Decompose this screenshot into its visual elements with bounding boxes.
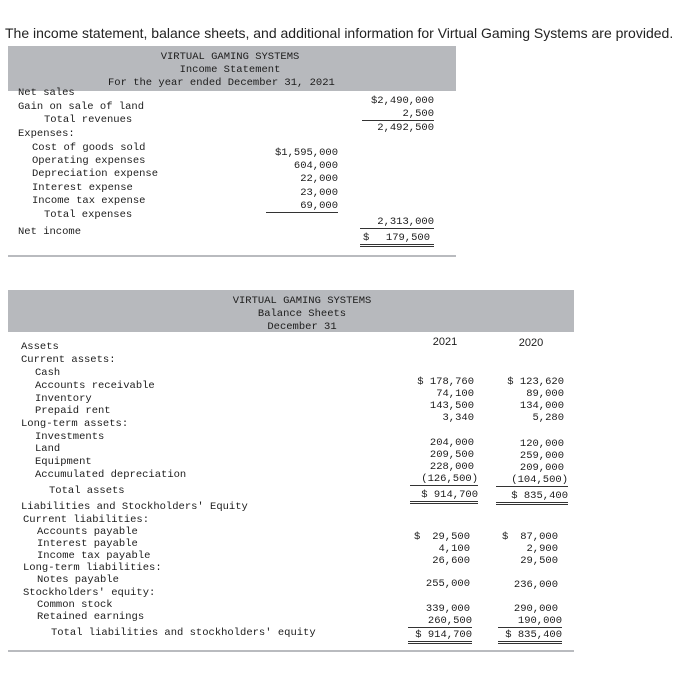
- balance-sheet-title: Balance Sheets: [257, 308, 347, 320]
- total-assets-label: Total assets: [49, 485, 125, 497]
- common-stock-2021: 339,000: [425, 603, 470, 615]
- inventory-2020: 134,000: [519, 400, 564, 412]
- notes-payable-2020: 236,000: [513, 579, 558, 591]
- net-income-currency: $: [363, 232, 370, 244]
- land-2020: 259,000: [519, 450, 564, 462]
- net-sales-label: Net sales: [18, 87, 75, 99]
- total-assets-2020: $ 835,400: [496, 490, 568, 505]
- total-assets-2021: $ 914,700: [410, 489, 478, 504]
- investments-label: Investments: [35, 431, 105, 443]
- interest-payable-2021: 4,100: [438, 543, 470, 555]
- income-tax-payable-2020: 29,500: [520, 555, 558, 567]
- common-stock-label: Common stock: [37, 599, 113, 611]
- notes-payable-2021: 255,000: [425, 578, 470, 590]
- cogs-value: $1,595,000: [274, 147, 338, 159]
- land-2021: 209,500: [429, 449, 474, 461]
- total-liabilities-equity-2020: $ 835,400: [498, 629, 562, 644]
- total-liabilities-equity-label: Total liabilities and stockholders' equity: [51, 627, 316, 639]
- income-tax-payable-2021: 26,600: [432, 555, 470, 567]
- current-assets-label: Current assets:: [21, 354, 116, 366]
- stockholders-equity-label: Stockholders' equity:: [23, 587, 156, 599]
- depreciation-expense-value: 22,000: [300, 173, 338, 185]
- interest-payable-label: Interest payable: [37, 538, 138, 550]
- interest-payable-2020: 2,900: [526, 543, 558, 555]
- column-header-2020: 2020: [518, 337, 544, 349]
- equipment-2020: 209,000: [519, 462, 564, 474]
- long-term-assets-label: Long-term assets:: [21, 418, 129, 430]
- accounts-payable-2020: 87,000: [520, 531, 558, 543]
- income-company-name: VIRTUAL GAMING SYSTEMS: [160, 51, 300, 63]
- equipment-2021: 228,000: [429, 461, 474, 473]
- operating-expenses-value: 604,000: [293, 160, 338, 172]
- inventory-label: Inventory: [35, 393, 92, 405]
- cash-2021: $ 178,760: [417, 376, 474, 388]
- income-tax-expense-value: 69,000: [266, 200, 338, 213]
- assets-label: Assets: [21, 341, 59, 353]
- income-statement-title: Income Statement: [179, 64, 281, 76]
- land-label: Land: [35, 443, 61, 455]
- gain-on-land-label: Gain on sale of land: [18, 101, 145, 113]
- long-term-liabilities-label: Long-term liabilities:: [23, 562, 162, 574]
- investments-2020: 120,000: [519, 438, 564, 450]
- net-income-underline: [360, 244, 434, 247]
- cogs-label: Cost of goods sold: [32, 142, 146, 154]
- income-period: For the year ended December 31, 2021: [108, 77, 335, 89]
- total-revenues-label: Total revenues: [44, 114, 133, 126]
- liabilities-equity-label: Liabilities and Stockholders' Equity: [21, 501, 248, 513]
- accounts-receivable-label: Accounts receivable: [35, 380, 155, 392]
- operating-expenses-label: Operating expenses: [32, 155, 146, 167]
- accounts-payable-2020-currency: $: [502, 531, 509, 543]
- depreciation-expense-label: Depreciation expense: [32, 168, 159, 180]
- prepaid-rent-2021: 3,340: [442, 412, 474, 424]
- balance-bottom-rule: [8, 650, 574, 652]
- cash-label: Cash: [35, 367, 61, 379]
- income-tax-expense-label: Income tax expense: [32, 195, 146, 207]
- intro-text: The income statement, balance sheets, and additional information for Virtual Gaming Systems are provided.: [5, 25, 674, 41]
- retained-earnings-2021: 260,500: [408, 615, 472, 628]
- accounts-receivable-2020: 89,000: [526, 388, 564, 400]
- interest-expense-value: 23,000: [300, 187, 338, 199]
- interest-expense-label: Interest expense: [32, 182, 133, 194]
- accounts-payable-2021: 29,500: [432, 531, 470, 543]
- income-bottom-rule: [8, 255, 456, 257]
- expenses-label: Expenses:: [18, 128, 75, 140]
- current-liabilities-label: Current liabilities:: [23, 514, 150, 526]
- prepaid-rent-label: Prepaid rent: [35, 405, 111, 417]
- total-expenses-value: 2,313,000: [360, 216, 434, 229]
- income-tax-payable-label: Income tax payable: [37, 550, 151, 562]
- inventory-2021: 143,500: [429, 400, 474, 412]
- accumulated-depreciation-2021: (126,500): [410, 473, 478, 486]
- net-income-label: Net income: [18, 226, 82, 238]
- accumulated-depreciation-label: Accumulated depreciation: [35, 469, 187, 481]
- prepaid-rent-2020: 5,280: [532, 412, 564, 424]
- total-revenues-value: 2,492,500: [377, 122, 434, 134]
- total-expenses-label: Total expenses: [44, 209, 133, 221]
- net-income-value: 179,500: [385, 232, 430, 244]
- accounts-payable-label: Accounts payable: [37, 526, 138, 538]
- equipment-label: Equipment: [35, 456, 92, 468]
- accumulated-depreciation-2020: (104,500): [496, 474, 568, 487]
- retained-earnings-2020: 190,000: [498, 615, 562, 628]
- total-liabilities-equity-2021: $ 914,700: [408, 629, 472, 644]
- notes-payable-label: Notes payable: [37, 574, 119, 586]
- column-header-2021: 2021: [432, 336, 458, 348]
- cash-2020: $ 123,620: [507, 376, 564, 388]
- accounts-receivable-2021: 74,100: [436, 388, 474, 400]
- retained-earnings-label: Retained earnings: [37, 611, 145, 623]
- gain-on-land-value: 2,500: [362, 108, 434, 121]
- balance-company-name: VIRTUAL GAMING SYSTEMS: [232, 295, 372, 307]
- investments-2021: 204,000: [429, 437, 474, 449]
- net-sales-value: $2,490,000: [370, 95, 434, 107]
- accounts-payable-2021-currency: $: [414, 531, 421, 543]
- balance-sheet-date: December 31: [267, 321, 337, 333]
- common-stock-2020: 290,000: [513, 603, 558, 615]
